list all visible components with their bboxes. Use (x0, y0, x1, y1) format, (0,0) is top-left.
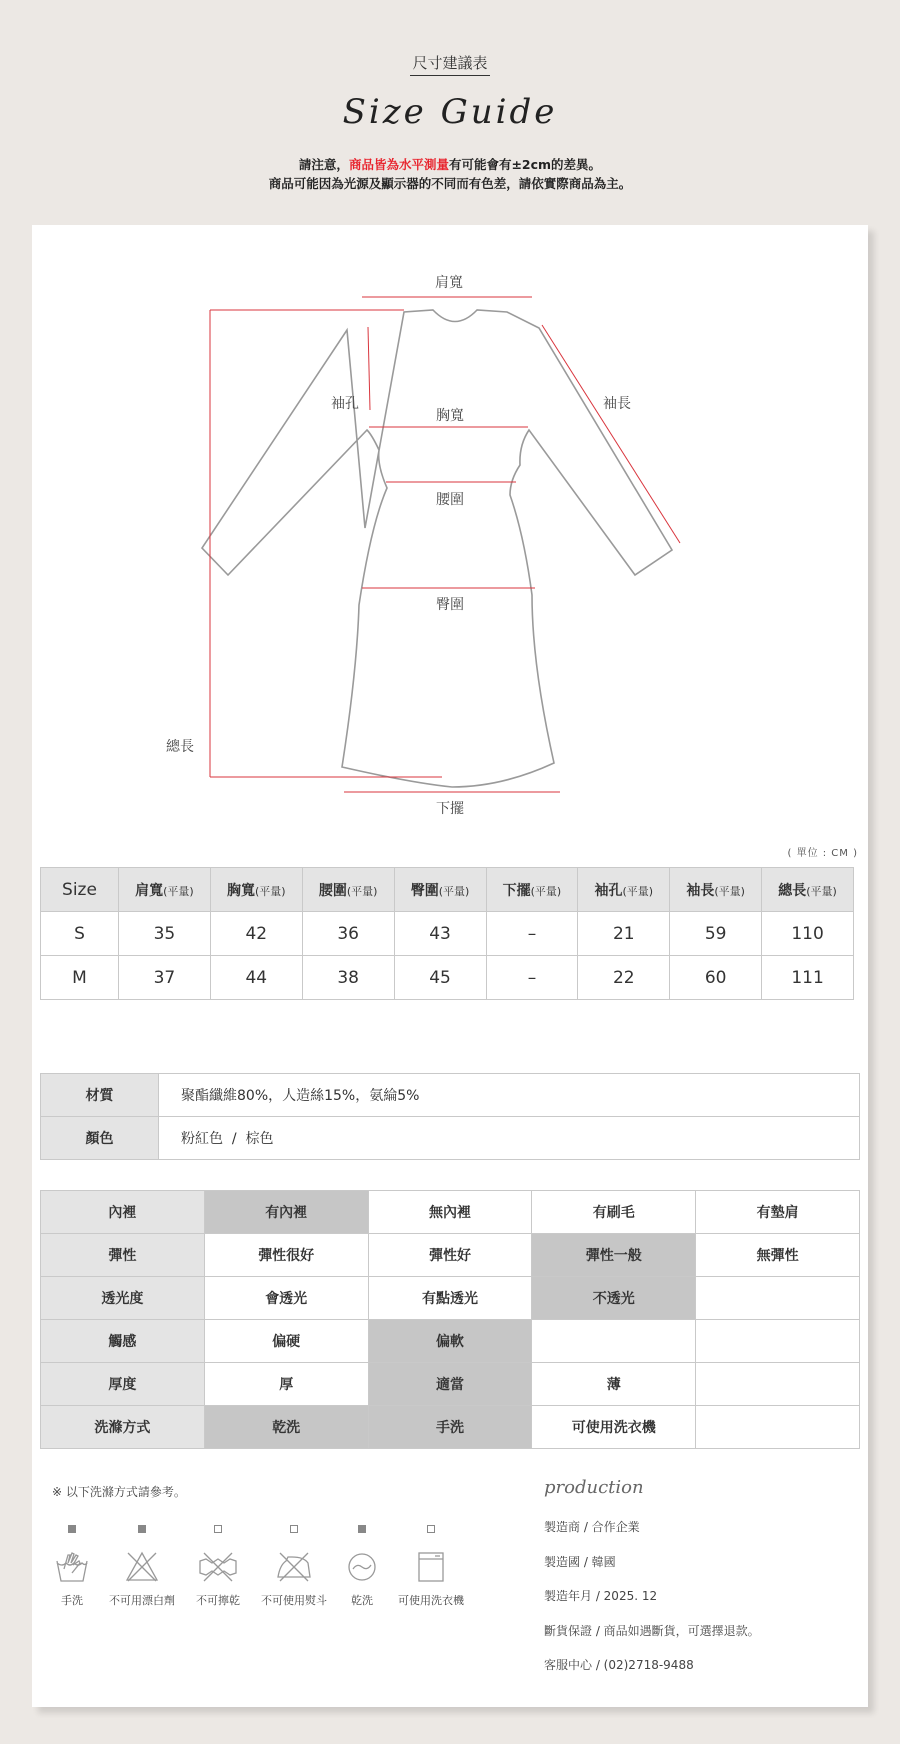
dress-outline-icon (32, 225, 868, 825)
no-bleach-icon (124, 1549, 160, 1585)
wash-label: 不可用漂白劑 (109, 1594, 175, 1607)
feature-option (696, 1406, 860, 1449)
feature-option: 偏硬 (204, 1320, 368, 1363)
table-row (41, 956, 854, 1000)
table-row (41, 912, 854, 956)
size-table (40, 867, 854, 1000)
table-cell: 37 (119, 956, 211, 1000)
label-shoulder: 肩寬 (435, 275, 463, 291)
wash-note: ※ 以下洗滌方式請參考。 (52, 1485, 186, 1499)
wash-item-washing-machine (393, 1525, 469, 1608)
note-line-2: 商品可能因為光源及顯示器的不同而有色差，請依實際商品為主。 (268, 176, 632, 191)
wash-label: 可使用洗衣機 (398, 1594, 464, 1607)
hand-wash-icon (54, 1549, 90, 1585)
column-header: 下擺(平量) (486, 868, 578, 912)
column-header: 胸寬(平量) (210, 868, 302, 912)
table-cell: 111 (762, 956, 854, 1000)
table-cell: 21 (578, 912, 670, 956)
feature-option (696, 1363, 860, 1406)
wash-label: 手洗 (61, 1594, 83, 1607)
page-subtitle: 尺寸建議表 (410, 52, 489, 76)
wash-checkbox (358, 1525, 366, 1533)
feature-label: 透光度 (41, 1277, 205, 1320)
wash-checkbox (138, 1525, 146, 1533)
material-table (40, 1073, 860, 1160)
production-date: 製造年月 / 2025. 12 (544, 1589, 658, 1603)
feature-label: 彈性 (41, 1234, 205, 1277)
wash-label: 不可使用熨斗 (261, 1594, 327, 1607)
feature-option: 有墊肩 (696, 1191, 860, 1234)
size-column-header: Size (41, 868, 119, 912)
table-cell: 35 (119, 912, 211, 956)
column-header: 袖孔(平量) (578, 868, 670, 912)
feature-option (532, 1320, 696, 1363)
feature-row (41, 1406, 860, 1449)
column-header: 肩寬(平量) (119, 868, 211, 912)
no-wring-icon (198, 1549, 238, 1585)
size-cell: M (41, 956, 119, 1000)
wash-label: 乾洗 (351, 1594, 373, 1607)
feature-label: 厚度 (41, 1363, 205, 1406)
table-cell: – (486, 956, 578, 1000)
feature-option: 乾洗 (204, 1406, 368, 1449)
table-cell: 22 (578, 956, 670, 1000)
feature-label: 洗滌方式 (41, 1406, 205, 1449)
label-chest: 胸寬 (436, 408, 464, 424)
feature-row (41, 1234, 860, 1277)
material-label: 材質 (41, 1074, 159, 1117)
wash-item-hand-wash (34, 1525, 110, 1608)
table-cell: 45 (394, 956, 486, 1000)
table-cell: 110 (762, 912, 854, 956)
material-value: 聚酯纖維80%，人造絲15%，氨綸5% (159, 1074, 860, 1117)
note-highlight: 商品皆為水平測量 (348, 157, 449, 172)
feature-option (696, 1320, 860, 1363)
wash-checkbox (68, 1525, 76, 1533)
size-table-header (41, 868, 854, 912)
feature-option: 手洗 (368, 1406, 532, 1449)
page-title: Size Guide (342, 92, 558, 132)
feature-option: 無內裡 (368, 1191, 532, 1234)
feature-row (41, 1277, 860, 1320)
wash-item-no-bleach (104, 1525, 180, 1608)
table-cell: 59 (670, 912, 762, 956)
features-table (40, 1190, 860, 1449)
color-row (41, 1117, 860, 1160)
material-row (41, 1074, 860, 1117)
label-waist: 腰圍 (436, 492, 464, 508)
column-header: 袖長(平量) (670, 868, 762, 912)
production-manufacturer: 製造商 / 合作企業 (544, 1520, 640, 1534)
table-cell: – (486, 912, 578, 956)
feature-option: 彈性一般 (532, 1234, 696, 1277)
wash-item-no-wring (180, 1525, 256, 1608)
production-guarantee: 斷貨保證 / 商品如遇斷貨，可選擇退款。 (544, 1624, 760, 1638)
production-title: production (544, 1477, 644, 1498)
feature-option: 適當 (368, 1363, 532, 1406)
label-armhole: 袖孔 (331, 396, 359, 412)
table-cell: 43 (394, 912, 486, 956)
column-header: 臀圍(平量) (394, 868, 486, 912)
label-sleeve: 袖長 (603, 396, 631, 412)
feature-option: 薄 (532, 1363, 696, 1406)
color-label: 顏色 (41, 1117, 159, 1160)
washing-machine-icon (413, 1549, 449, 1585)
table-cell: 60 (670, 956, 762, 1000)
feature-option: 彈性好 (368, 1234, 532, 1277)
feature-option: 有刷毛 (532, 1191, 696, 1234)
table-cell: 36 (302, 912, 394, 956)
size-cell: S (41, 912, 119, 956)
note-suffix: 有可能會有±2cm的差異。 (448, 157, 602, 172)
note-prefix: 請注意， (298, 157, 349, 172)
feature-label: 觸感 (41, 1320, 205, 1363)
measurement-note (0, 155, 900, 193)
feature-option: 可使用洗衣機 (532, 1406, 696, 1449)
table-cell: 44 (210, 956, 302, 1000)
header (0, 0, 900, 225)
wash-checkbox (290, 1525, 298, 1533)
feature-option: 會透光 (204, 1277, 368, 1320)
feature-option: 不透光 (532, 1277, 696, 1320)
wash-item-dry-clean (324, 1525, 400, 1608)
production-country: 製造國 / 韓國 (544, 1555, 616, 1569)
column-header: 總長(平量) (762, 868, 854, 912)
dry-clean-icon (344, 1549, 380, 1585)
feature-option: 厚 (204, 1363, 368, 1406)
feature-row (41, 1191, 860, 1234)
feature-option: 彈性很好 (204, 1234, 368, 1277)
unit-label: ( 單位 : CM ) (787, 848, 858, 859)
label-length: 總長 (166, 739, 194, 755)
feature-option: 無彈性 (696, 1234, 860, 1277)
dress-diagram (32, 225, 868, 825)
label-hem: 下擺 (436, 801, 464, 817)
feature-option (696, 1277, 860, 1320)
wash-checkbox (427, 1525, 435, 1533)
wash-item-no-iron (256, 1525, 332, 1608)
wash-checkbox (214, 1525, 222, 1533)
feature-row (41, 1320, 860, 1363)
feature-label: 內裡 (41, 1191, 205, 1234)
wash-label: 不可擰乾 (196, 1594, 240, 1607)
no-iron-icon (274, 1549, 314, 1585)
production-service-center: 客服中心 / (02)2718-9488 (544, 1658, 694, 1672)
label-hip: 臀圍 (436, 597, 464, 613)
table-cell: 42 (210, 912, 302, 956)
size-guide-card (32, 225, 868, 1707)
color-value: 粉紅色 / 棕色 (159, 1117, 860, 1160)
table-cell: 38 (302, 956, 394, 1000)
feature-option: 有內裡 (204, 1191, 368, 1234)
feature-option: 有點透光 (368, 1277, 532, 1320)
feature-row (41, 1363, 860, 1406)
column-header: 腰圍(平量) (302, 868, 394, 912)
feature-option: 偏軟 (368, 1320, 532, 1363)
